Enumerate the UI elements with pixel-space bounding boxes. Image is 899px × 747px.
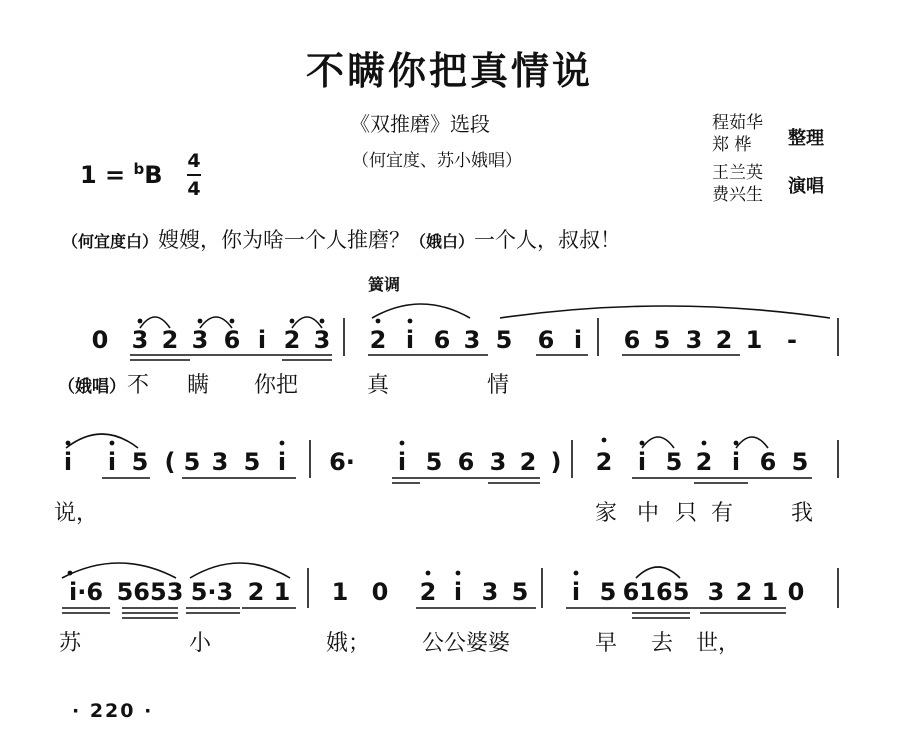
octave-dot xyxy=(320,319,325,324)
spoken-role-2: （娥白） xyxy=(410,232,475,251)
lyric: 只 xyxy=(674,501,698,526)
octave-dot xyxy=(408,319,413,324)
note: 5 xyxy=(791,448,809,476)
arranged-label: 整理 xyxy=(788,128,824,149)
note: i xyxy=(63,448,73,476)
note: 5653 xyxy=(116,578,184,606)
note: 5 xyxy=(425,448,443,476)
lyric: 你把 xyxy=(253,373,299,398)
note: 1 xyxy=(761,578,779,606)
octave-dot xyxy=(702,441,707,446)
octave-dot xyxy=(66,441,71,446)
note: 3 xyxy=(707,578,725,606)
note: 5 xyxy=(599,578,617,606)
octave-dot xyxy=(734,441,739,446)
excerpt-subtitle: 《双推磨》选段 xyxy=(350,112,490,136)
note: ) xyxy=(550,448,562,476)
performers-note: （何宜度、苏小娥唱） xyxy=(352,151,522,171)
lyric-role: （娥唱） xyxy=(58,377,126,397)
time-bottom: 4 xyxy=(187,178,201,200)
note: 3 xyxy=(481,578,499,606)
note: 0 xyxy=(91,326,109,354)
note: 2 xyxy=(695,448,713,476)
octave-dot xyxy=(456,571,461,576)
octave-dot xyxy=(400,441,405,446)
octave-dot xyxy=(230,319,235,324)
page-title: 不瞒你把真情说 xyxy=(305,48,593,93)
key-main: 1 = xyxy=(80,161,134,189)
page-number: · 220 · xyxy=(72,700,154,722)
note: i xyxy=(571,578,581,606)
note: 5 xyxy=(183,448,201,476)
note: 6· xyxy=(329,448,355,476)
note: 6 xyxy=(457,448,475,476)
octave-dot xyxy=(376,319,381,324)
slur xyxy=(372,304,470,318)
note: 3 xyxy=(685,326,703,354)
note: - xyxy=(787,326,797,354)
lyric: 中 xyxy=(636,501,660,526)
octave-dot xyxy=(290,319,295,324)
spoken-text-2: 一个人，叔叔！ xyxy=(474,228,622,252)
slur xyxy=(636,567,680,578)
octave-dot xyxy=(574,571,579,576)
note: 3 xyxy=(211,448,229,476)
lyric: 不 xyxy=(126,373,150,398)
octave-dot xyxy=(198,319,203,324)
note: 0 xyxy=(787,578,805,606)
note: 5 xyxy=(131,448,149,476)
note: i xyxy=(397,448,407,476)
slur xyxy=(642,437,674,448)
note: i·6 xyxy=(68,578,104,606)
note: 5·3 xyxy=(190,578,234,606)
singer-1: 王兰英 xyxy=(712,163,763,183)
note: 0 xyxy=(371,578,389,606)
lyric: 世， xyxy=(695,631,741,656)
note: 2 xyxy=(595,448,613,476)
slur xyxy=(190,563,290,578)
note: 2 xyxy=(247,578,265,606)
note: ( xyxy=(164,448,176,476)
note: 1 xyxy=(331,578,349,606)
lyric: 说， xyxy=(53,501,99,526)
note: i xyxy=(277,448,287,476)
time-top: 4 xyxy=(187,150,201,172)
octave-dot xyxy=(138,319,143,324)
lyric: 去 xyxy=(650,631,674,656)
note: 5 xyxy=(495,326,513,354)
octave-dot xyxy=(110,441,115,446)
slur xyxy=(66,434,138,448)
spoken-role-1: （何宜度白） xyxy=(62,232,159,251)
lyric: 苏 xyxy=(58,631,82,656)
note: 2 xyxy=(715,326,733,354)
note: 2 xyxy=(419,578,437,606)
note: i xyxy=(257,326,267,354)
note: 3 xyxy=(191,326,209,354)
lyric: 瞒 xyxy=(186,373,210,398)
note: 1 xyxy=(273,578,291,606)
note: i xyxy=(573,326,583,354)
lyric: 我 xyxy=(790,501,814,526)
octave-dot xyxy=(640,441,645,446)
note: 2 xyxy=(735,578,753,606)
note: i xyxy=(107,448,117,476)
spoken-text-1: 嫂嫂，你为啥一个人推磨？ xyxy=(158,228,411,252)
note: 6 xyxy=(537,326,555,354)
flat-sign: b xyxy=(133,160,145,178)
octave-dot xyxy=(602,438,607,443)
octave-dot xyxy=(426,571,431,576)
note: i xyxy=(637,448,647,476)
lyric: 小 xyxy=(188,631,212,656)
note: 6 xyxy=(623,326,641,354)
note: 6 xyxy=(433,326,451,354)
note: 2 xyxy=(161,326,179,354)
note: 5 xyxy=(665,448,683,476)
note: 5 xyxy=(653,326,671,354)
lyric: 早 xyxy=(594,631,618,656)
lyric: 家 xyxy=(594,501,618,526)
lyric: 情 xyxy=(486,373,510,398)
slur xyxy=(500,306,830,318)
note: 2 xyxy=(283,326,301,354)
octave-dot xyxy=(280,441,285,446)
octave-dot xyxy=(68,571,73,576)
note: 5 xyxy=(243,448,261,476)
note: i xyxy=(453,578,463,606)
key-note: B xyxy=(144,161,163,189)
slur xyxy=(62,563,176,578)
tempo-mark: 簧调 xyxy=(368,275,401,294)
lyric: 娥； xyxy=(325,631,371,656)
note: 6165 xyxy=(622,578,690,606)
note: 2 xyxy=(369,326,387,354)
note: 6 xyxy=(759,448,777,476)
note: 3 xyxy=(313,326,331,354)
lyric: 公公婆婆 xyxy=(421,631,511,656)
note: 3 xyxy=(489,448,507,476)
arranger-2: 郑 桦 xyxy=(712,135,752,155)
note: 3 xyxy=(463,326,481,354)
singer-2: 费兴生 xyxy=(712,185,763,205)
lyric: 真 xyxy=(366,373,390,398)
note: 3 xyxy=(131,326,149,354)
note: i xyxy=(405,326,415,354)
lyric: 有 xyxy=(710,501,734,526)
note: 5 xyxy=(511,578,529,606)
sung-label: 演唱 xyxy=(788,176,824,197)
slur xyxy=(736,437,768,448)
note: 1 xyxy=(745,326,763,354)
note: 6 xyxy=(223,326,241,354)
note: i xyxy=(731,448,741,476)
note: 2 xyxy=(519,448,537,476)
arranger-1: 程茹华 xyxy=(712,113,763,133)
